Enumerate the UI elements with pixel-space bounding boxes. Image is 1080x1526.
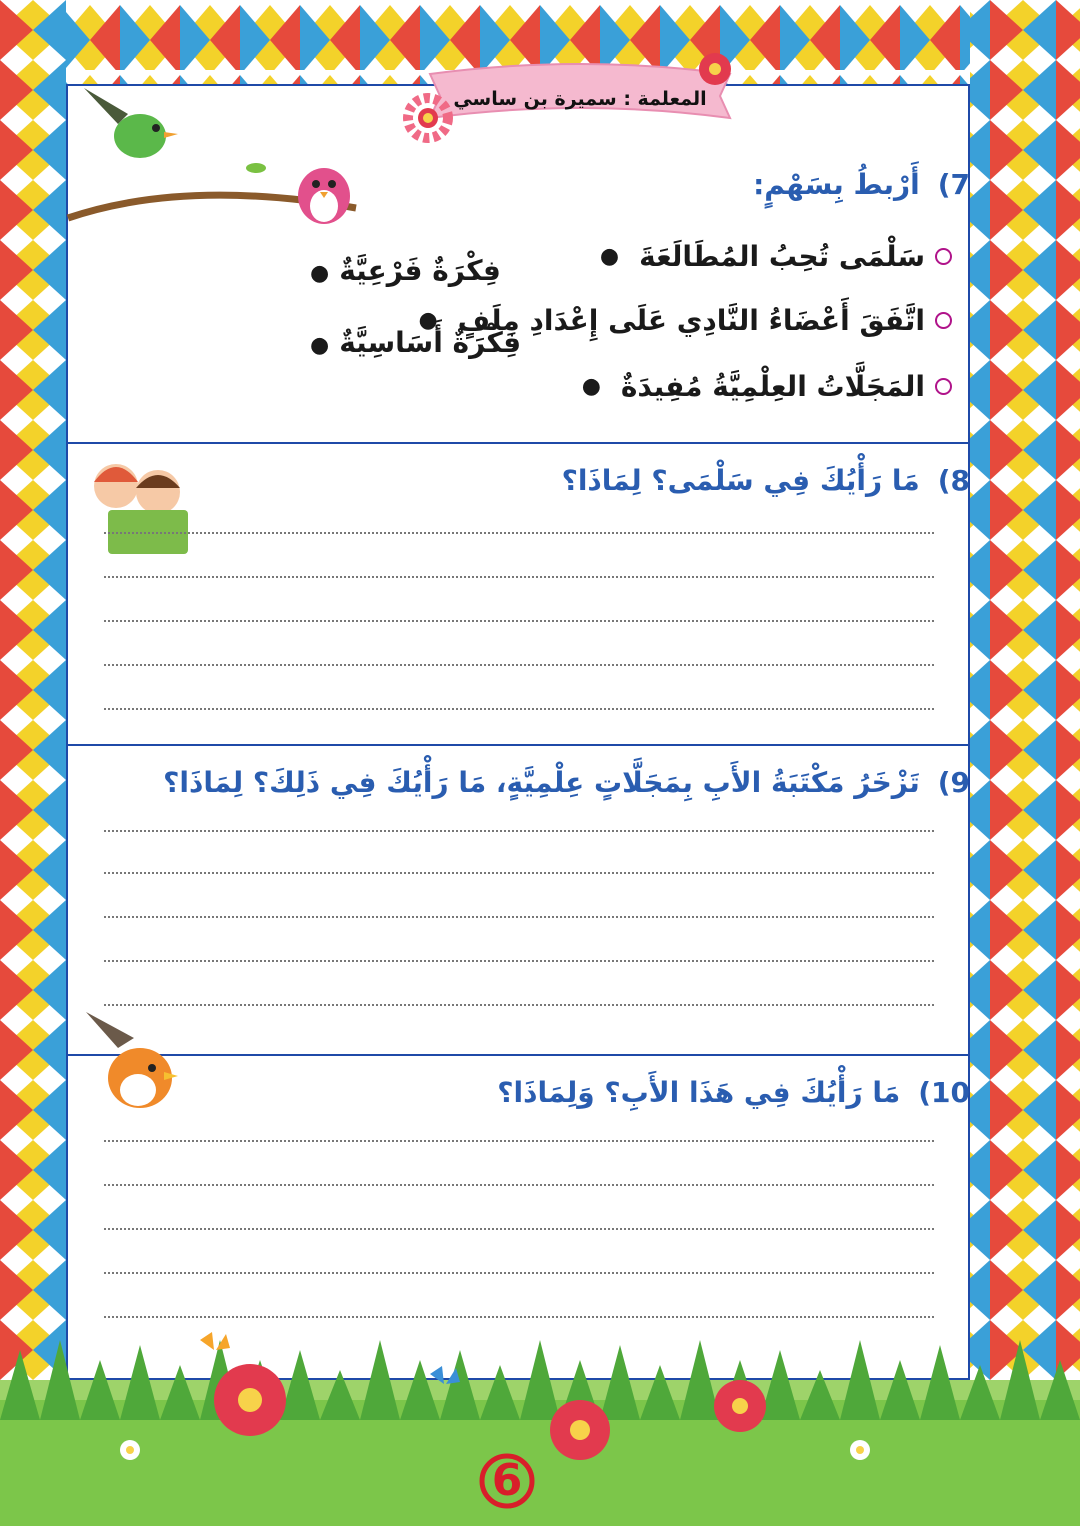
answer-line[interactable] xyxy=(104,1184,934,1186)
answer-line[interactable] xyxy=(104,872,934,874)
match-sentence xyxy=(600,240,952,273)
match-sentence xyxy=(582,370,952,403)
idea-option xyxy=(310,326,521,359)
circle-bullet-icon xyxy=(935,378,952,395)
answer-line[interactable] xyxy=(104,960,934,962)
match-dot-icon[interactable]: ● xyxy=(581,374,601,399)
question-8-title xyxy=(562,464,970,497)
answer-line[interactable] xyxy=(104,830,934,832)
answer-line[interactable] xyxy=(104,1228,934,1230)
flower-icon xyxy=(214,1364,286,1436)
match-dot-icon[interactable]: ● xyxy=(418,308,438,333)
sentence-text: المَجَلَّاتُ العِلْمِيَّةُ مُفِيدَةٌ xyxy=(620,370,925,403)
answer-line[interactable] xyxy=(104,916,934,918)
question-10-title xyxy=(497,1076,970,1109)
idea-text: فِكْرَةٌ أَسَاسِيَّةٌ xyxy=(339,326,522,359)
pink-bird-icon xyxy=(288,150,360,230)
butterfly-icon xyxy=(200,1332,230,1350)
meadow-illustration xyxy=(0,1330,1080,1526)
flower-icon xyxy=(550,1400,610,1460)
section-divider xyxy=(68,442,968,444)
question-7-title xyxy=(753,168,970,201)
answer-line[interactable] xyxy=(104,532,934,534)
answer-line[interactable] xyxy=(104,1004,934,1006)
answer-line[interactable] xyxy=(104,708,934,710)
match-dot-icon[interactable]: ● xyxy=(310,261,330,286)
flower-icon xyxy=(400,90,456,146)
answer-line[interactable] xyxy=(104,620,934,622)
idea-option xyxy=(310,254,501,287)
flower-icon xyxy=(850,1440,870,1460)
section-divider xyxy=(68,744,968,746)
circle-bullet-icon xyxy=(935,248,952,265)
reading-children-icon xyxy=(78,452,194,562)
question-text: أَرْبطُ بِسَهْمٍ: xyxy=(753,168,920,201)
question-text: مَا رَأْيُكَ فِي سَلْمَى؟ لِمَاذَا؟ xyxy=(561,464,920,497)
sentence-text: اتَّفَقَ أَعْضَاءُ النَّادِي عَلَى إِعْدَادِ مِلَفٍ xyxy=(457,304,925,337)
question-number: 9) xyxy=(937,766,970,799)
question-text: مَا رَأْيُكَ فِي هَذَا الأَبِ؟ وَلِمَاذَا؟ xyxy=(497,1076,901,1109)
green-bird-icon xyxy=(78,84,188,194)
flower-icon xyxy=(714,1380,766,1432)
circle-bullet-icon xyxy=(935,312,952,329)
question-number: 7) xyxy=(937,168,970,201)
orange-bird-icon xyxy=(78,1008,188,1128)
match-dot-icon[interactable]: ● xyxy=(599,244,620,269)
answer-line[interactable] xyxy=(104,1316,934,1318)
question-text: تَزْخَرُ مَكْتَبَةُ الأَبِ بِمَجَلَّاتٍ عِلْمِيَّةٍ، مَا رَأْيُكَ فِي ذَلِكَ؟ لِمَاذَا؟ xyxy=(163,766,920,799)
match-dot-icon[interactable]: ● xyxy=(310,333,330,358)
question-number: 8) xyxy=(937,464,970,497)
answer-line[interactable] xyxy=(104,1140,934,1142)
sentence-text: سَلْمَى تُحِبُ المُطَالَعَةَ xyxy=(639,240,925,273)
section-divider xyxy=(68,1054,968,1056)
flower-icon xyxy=(120,1440,140,1460)
answer-line[interactable] xyxy=(104,1272,934,1274)
answer-line[interactable] xyxy=(104,576,934,578)
idea-text: فِكْرَةٌ فَرْعِيَّةٌ xyxy=(339,254,501,287)
question-9-title xyxy=(163,766,970,799)
question-number: 10) xyxy=(918,1076,970,1109)
teacher-name: المعلمة : سميرة بن ساسي xyxy=(453,88,707,110)
answer-line[interactable] xyxy=(104,664,934,666)
page-number: 6 xyxy=(491,1455,523,1506)
flower-icon xyxy=(690,44,740,94)
